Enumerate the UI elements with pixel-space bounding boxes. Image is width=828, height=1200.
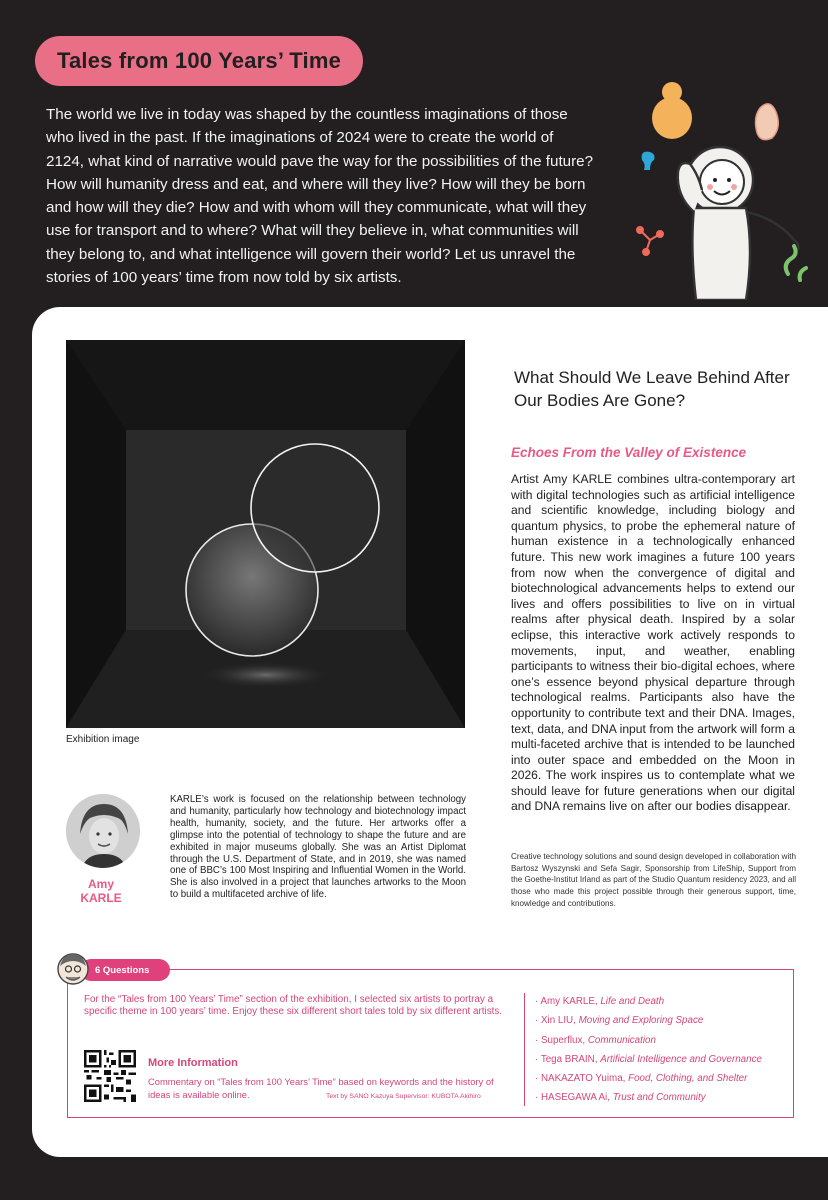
intro-paragraph: The world we live in today was shaped by the countless imaginations of those who lived in the past. If the imaginations of 2024 were to create the world of 2124, what kind of narrative would pave the way for the possibilities of the future? How will humanity dress and eat, and where will they live? How will they be born and how will they die? How and with whom will they communicate, what will they use for transport and to where? What will they believe in, what communities will they belong to, and what intelligence will govern their world? Let us unravel the stories of 100 years’ time from now told by six artists. bbox=[46, 106, 594, 287]
shell-icon bbox=[756, 104, 779, 140]
work-title: Echoes From the Valley of Existence bbox=[511, 445, 747, 460]
artist-name: Amy KARLE bbox=[80, 877, 122, 905]
list-item: · Superflux, Communication bbox=[535, 1031, 762, 1050]
list-item: · Xin LIU, Moving and Exploring Space bbox=[535, 1011, 762, 1030]
curator-face-icon bbox=[56, 952, 90, 986]
orange-blob-bottom bbox=[652, 97, 692, 139]
astronaut-illustration bbox=[620, 70, 820, 300]
exhibition-photo bbox=[66, 340, 465, 728]
qr-code[interactable] bbox=[84, 1050, 136, 1102]
text-signature: Text by SANO Kazuya Supervisor: KUBOTA Akihiro bbox=[326, 1093, 481, 1100]
questions-intro: For the “Tales from 100 Years’ Time” section of the exhibition, I selected six artists to portray a specific theme in 100 years’ time. Enjoy these six different short tales told by six different artists. bbox=[84, 994, 503, 1018]
page-title: Tales from 100 Years’ Time bbox=[56, 48, 342, 73]
more-info-text: Commentary on “Tales from 100 Years’ Time” based on keywords and the history of ideas is available online. bbox=[148, 1076, 494, 1100]
questions-divider bbox=[524, 993, 525, 1106]
theme-list bbox=[535, 992, 762, 1108]
list-item: · HASEGAWA Ai, Trust and Community bbox=[535, 1088, 762, 1107]
list-item: · Amy KARLE, Life and Death bbox=[535, 992, 762, 1011]
seaweed-icon bbox=[786, 246, 806, 280]
astronaut-arm-pointing bbox=[746, 212, 799, 250]
list-item: · NAKAZATO Yuima, Food, Clothing, and Shelter bbox=[535, 1069, 762, 1088]
photo-caption: Exhibition image bbox=[66, 734, 140, 745]
light-ring-upper bbox=[251, 444, 379, 572]
article-body: Artist Amy KARLE combines ultra-contemporary art with digital technologies such as artificial intelligence and scientific knowledge, including biology and quantum physics, to probe the ephemeral nature of human existence in a technologically enhanced future. This new work imagines a future 100 years from now when the convergence of digital and biotechnological advancements helps to extend our lives and offers possibilities to live on in virtual realms after physical death. Inspired by a solar eclipse, this interactive work actively responds to movements, input, and weather, enabling participants to witness their bio-digital echoes, where one’s essence beyond physical departure through technological realms. Participants also have the opportunity to contribute text and their DNA. Images, text, data, and DNA input from the artwork will form a multi-faceted archive that is intended to be launched into outer space and embedded on the Moon in 2026. The work inspires us to contemplate what we should leave for future generations when our digital and DNA remains live on after our bodies disappear. bbox=[511, 472, 795, 814]
blue-mark bbox=[642, 152, 655, 170]
astronaut-body bbox=[692, 208, 750, 300]
questions-label: 6 Questions bbox=[80, 959, 170, 981]
title-pill bbox=[35, 36, 363, 86]
article-question: What Should We Leave Behind After Our Bodies Are Gone? bbox=[514, 368, 790, 410]
molecule-icon bbox=[637, 227, 663, 255]
artist-bio: KARLE’s work is focused on the relationship between technology and humanity, particularly how technology and biotechnology impact health, humanity, society, and the future. Her artworks offer a glimpse into the potential of technology to shape the future and are exhibited in major museums globally. She was an Artist Diplomat through the U.S. Department of State, and in 2019, she was named one of BBC’s 100 Most Inspiring and Influential Women in the World. She is also involved in a project that launches artworks to the Moon to build a multifaceted archive of life. bbox=[170, 794, 466, 901]
helmet-visor bbox=[700, 160, 744, 204]
article-credits: Creative technology solutions and sound design developed in collaboration with Bartosz Wyszynski and Sefa Sagir, Sponsorship from LifeShip, Support from the Goethe-Institut Irland as part of the Studio Quantum residency 2023, and all those who made this project possible through their generous support, time, knowledge and contributions. bbox=[511, 852, 796, 908]
list-item: · Tega BRAIN, Artificial Intelligence and Governance bbox=[535, 1050, 762, 1069]
more-info-title: More Information bbox=[148, 1057, 238, 1069]
avatar bbox=[66, 794, 140, 868]
